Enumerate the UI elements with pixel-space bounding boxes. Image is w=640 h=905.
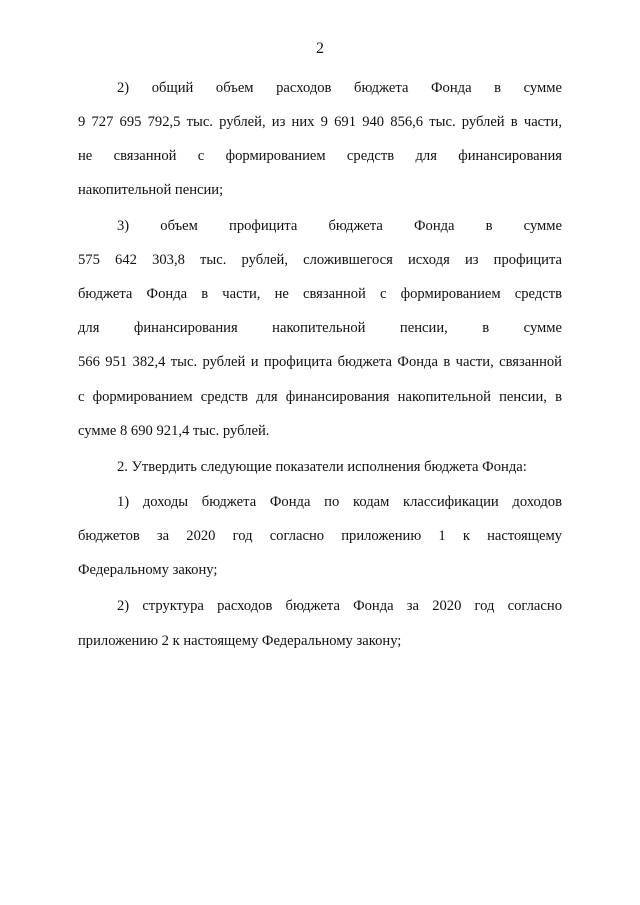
text-line: 2) общий объем расходов бюджета Фонда в сумме	[117, 80, 562, 96]
text-line: приложению 2 к настоящему Федеральному закону;	[78, 633, 402, 649]
text-line: не связанной с формированием средств для финансирования	[78, 148, 562, 164]
text-line: 2) структура расходов бюджета Фонда за 2020 год согласно	[117, 598, 562, 614]
text-line: 2. Утвердить следующие показатели исполнения бюджета Фонда:	[117, 459, 527, 475]
text-line: 575 642 303,8 тыс. рублей, сложившегося исходя из профицита	[78, 252, 562, 268]
text-line: с формированием средств для финансирования накопительной пенсии, в	[78, 389, 562, 405]
text-line: 9 727 695 792,5 тыс. рублей, из них 9 691 940 856,6 тыс. рублей в части,	[78, 114, 562, 130]
text-line: 3) объем профицита бюджета Фонда в сумме	[117, 218, 562, 234]
text-line: накопительной пенсии;	[78, 182, 224, 198]
text-line: Федеральному закону;	[78, 562, 218, 578]
text-line: для финансирования накопительной пенсии, в сумме	[78, 320, 562, 336]
page-number: 2	[316, 40, 324, 57]
text-line: 1) доходы бюджета Фонда по кодам классификации доходов	[117, 494, 562, 510]
text-line: 566 951 382,4 тыс. рублей и профицита бюджета Фонда в части, связанной	[78, 354, 562, 370]
text-line: сумме 8 690 921,4 тыс. рублей.	[78, 423, 270, 439]
text-line: бюджетов за 2020 год согласно приложению 1 к настоящему	[78, 528, 562, 544]
text-line: бюджета Фонда в части, не связанной с формированием средств	[78, 286, 562, 302]
